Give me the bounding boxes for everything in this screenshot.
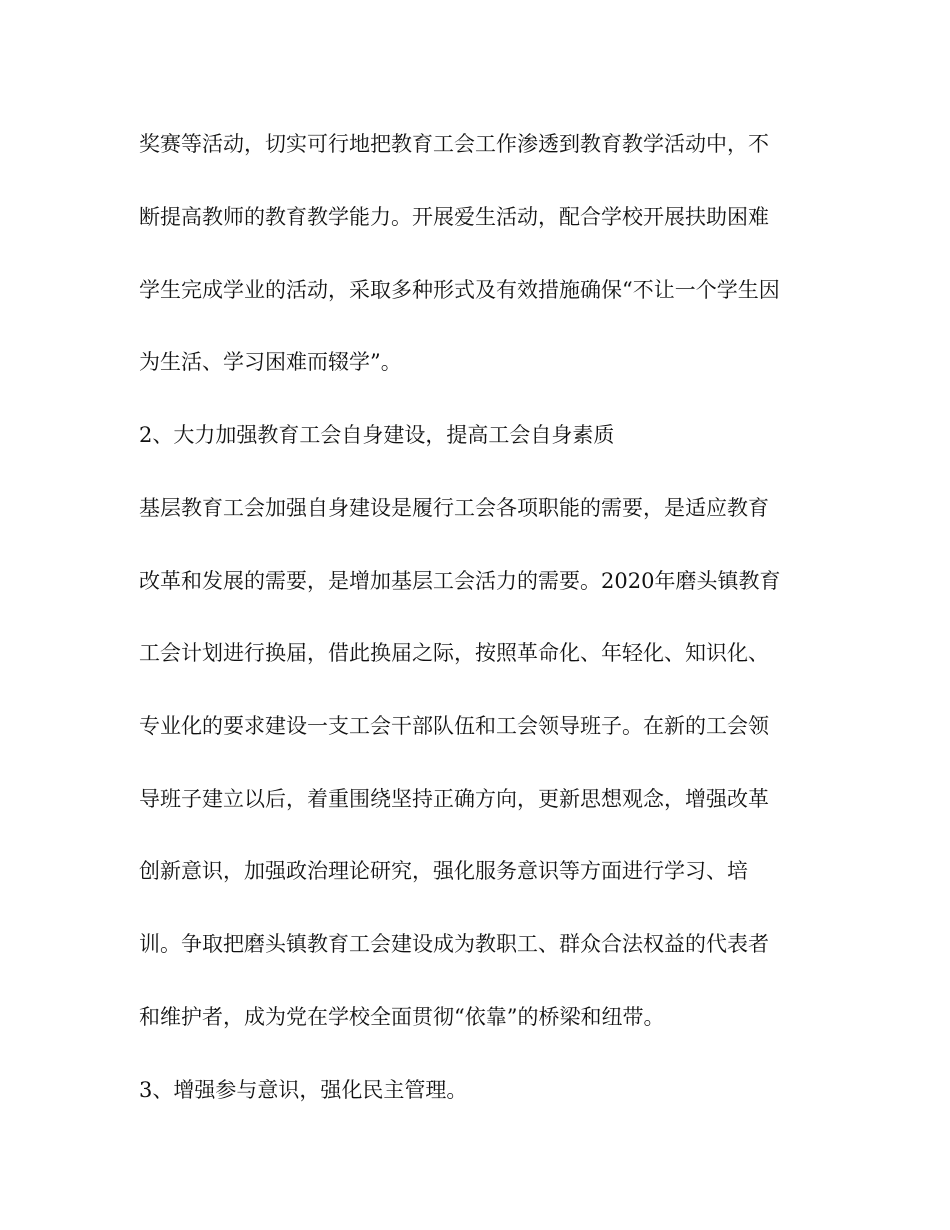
section-heading: 2、大力加强教育工会自身建设，提高工会自身素质 [139, 423, 615, 447]
section-heading: 3、增强参与意识，强化民主管理。 [139, 1078, 468, 1102]
paragraph-line: 创新意识，加强政治理论研究，强化服务意识等方面进行学习、培 [139, 859, 748, 883]
paragraph-line: 基层教育工会加强自身建设是履行工会各项职能的需要，是适应教育 [139, 496, 769, 520]
paragraph-line: 导班子建立以后，着重围绕坚持正确方向，更新思想观念，增强改革 [139, 787, 769, 811]
paragraph-line: 断提高教师的教育教学能力。开展爱生活动，配合学校开展扶助困难 [139, 205, 769, 229]
paragraph-line: 训。争取把磨头镇教育工会建设成为教职工、群众合法权益的代表者 [139, 932, 769, 956]
paragraph-line: 为生活、学习困难而辍学”。 [139, 350, 402, 374]
paragraph-line: 专业化的要求建设一支工会干部队伍和工会领导班子。在新的工会领 [139, 714, 769, 738]
paragraph-line: 改革和发展的需要，是增加基层工会活力的需要。2020年磨头镇教育 [139, 569, 781, 593]
paragraph-line: 学生完成学业的活动，采取多种形式及有效措施确保“不让一个学生因 [139, 278, 780, 302]
paragraph-line: 和维护者，成为党在学校全面贯彻“依靠”的桥梁和纽带。 [139, 1005, 665, 1029]
paragraph-line: 工会计划进行换届，借此换届之际，按照革命化、年轻化、知识化、 [139, 641, 769, 665]
paragraph-line: 奖赛等活动，切实可行地把教育工会工作渗透到教育教学活动中，不 [139, 132, 769, 156]
